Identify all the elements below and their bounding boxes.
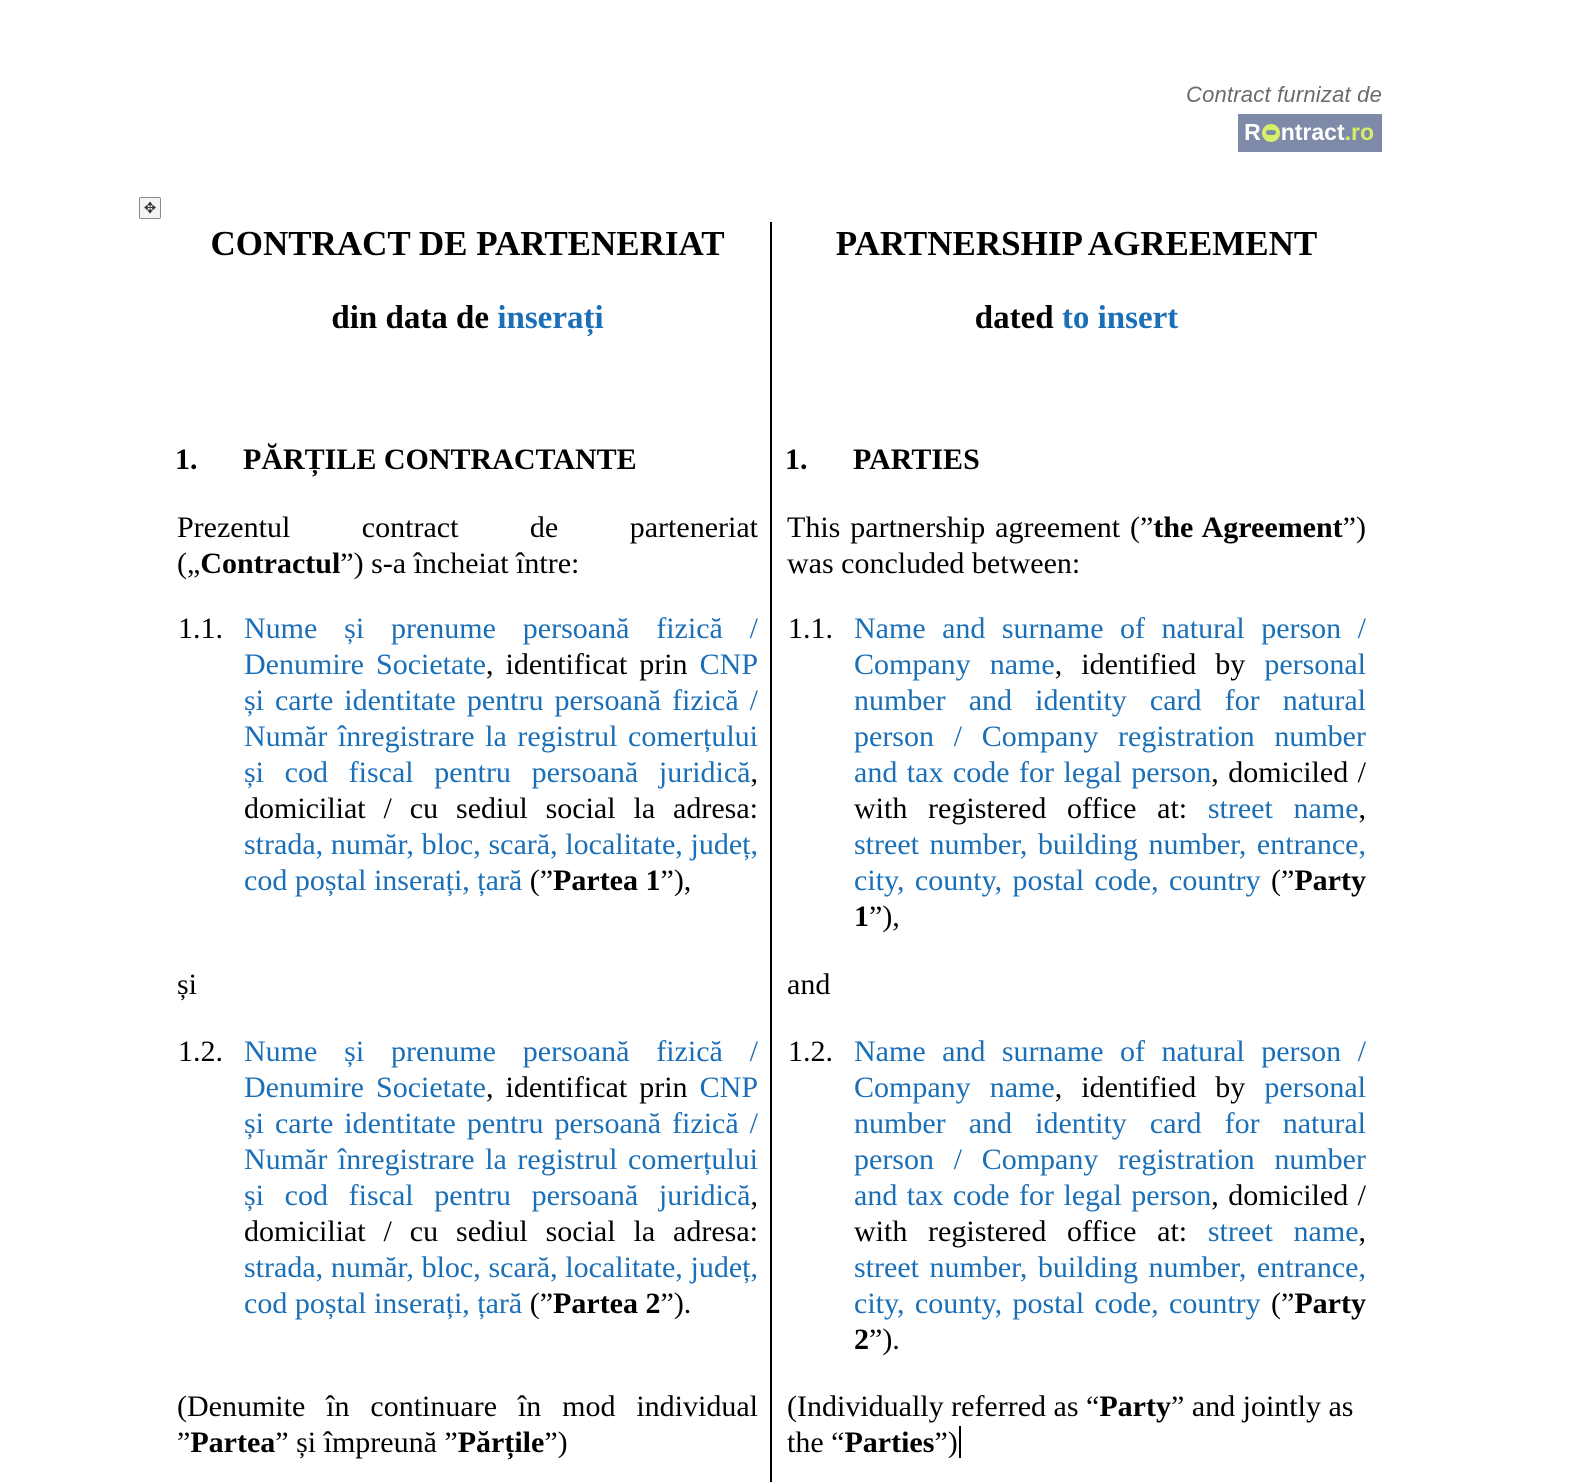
defined-term: Partea xyxy=(190,1426,276,1459)
party-1-clause-en xyxy=(787,611,1366,935)
provider-caption: Contract furnizat de xyxy=(1186,82,1382,107)
clause-text: , identificat prin xyxy=(485,648,700,681)
clause-text: , domiciled / with registered office at: xyxy=(854,1179,1367,1248)
date-placeholder-ro[interactable]: inserați xyxy=(497,300,604,336)
section-heading-en xyxy=(785,440,980,480)
defined-term: Părțile xyxy=(457,1426,545,1459)
defined-term: Partea 1 xyxy=(553,864,661,897)
placeholder-street[interactable]: street name xyxy=(1207,1215,1359,1248)
outro-text: ”) xyxy=(934,1426,958,1459)
contract-title-en: PARTNERSHIP AGREEMENT xyxy=(835,224,1318,263)
logo-text-ro: .ro xyxy=(1344,119,1374,145)
clause-text: , domiciliat / cu sediul social la adresa: xyxy=(244,756,758,825)
table-move-handle[interactable] xyxy=(139,197,161,219)
logo-letter-r: R xyxy=(1244,119,1261,145)
conjunction-ro: și xyxy=(177,968,198,1001)
logo-text-ntract: ntract xyxy=(1280,119,1345,145)
clause-text: , identified by xyxy=(1054,648,1265,681)
intro-paragraph-en xyxy=(787,510,1366,582)
outro-text: (Individually referred as “ xyxy=(787,1390,1100,1423)
placeholder-id[interactable]: personal number and identity card for natural person / Company registration number and tax code for legal person xyxy=(854,648,1366,789)
section-number-ro: 1. xyxy=(175,443,198,476)
placeholder-id[interactable]: CNP și carte identitate pentru persoană fizică / Număr înregistrare la registrul comerțului și cod fiscal pentru persoană juridică xyxy=(244,1071,758,1212)
placeholder-name[interactable]: Nume și prenume persoană fizică / Denumire Societate xyxy=(244,1035,758,1104)
clause-number: 1.1. xyxy=(788,612,833,645)
placeholder-name[interactable]: Name and surname of natural person / Company name xyxy=(854,1035,1366,1104)
contract-title-ro: CONTRACT DE PARTENERIAT xyxy=(210,224,725,263)
definitions-paragraph-ro xyxy=(177,1389,758,1461)
date-prefix-en: dated xyxy=(974,300,1062,336)
clause-text: ”). xyxy=(869,1323,900,1356)
intro-text: ”) s-a încheiat între: xyxy=(340,547,580,580)
intro-text: ”) was concluded between: xyxy=(787,511,1366,580)
party-1-clause-ro xyxy=(177,611,758,899)
clause-text: , xyxy=(1358,1215,1367,1248)
placeholder-address[interactable]: strada, număr, bloc, scară, localitate, județ, cod poștal inserați, țară xyxy=(244,828,758,897)
intro-paragraph-ro xyxy=(177,510,758,582)
clause-text: (” xyxy=(1260,864,1295,897)
defined-term: Party 1 xyxy=(854,864,1366,933)
outro-text: ” și împreună ” xyxy=(275,1426,458,1459)
handshake-globe-icon xyxy=(1262,124,1280,142)
section-heading-ro xyxy=(175,440,637,480)
defined-term: Party 2 xyxy=(854,1287,1366,1356)
date-placeholder-en[interactable]: to insert xyxy=(1061,300,1179,336)
outro-text: (Denumite în continuare în mod individual ” xyxy=(177,1390,758,1459)
rontract-logo[interactable] xyxy=(1238,114,1382,152)
column-divider xyxy=(770,222,772,1482)
defined-term: Contractul xyxy=(200,547,341,580)
outro-text: ”) xyxy=(544,1426,568,1459)
placeholder-address[interactable]: strada, număr, bloc, scară, localitate, județ, cod poștal inserați, țară xyxy=(244,1251,758,1320)
placeholder-id[interactable]: personal number and identity card for natural person / Company registration number and tax code for legal person xyxy=(854,1071,1366,1212)
section-title-ro: PĂRȚILE CONTRACTANTE xyxy=(243,443,637,476)
section-title-en: PARTIES xyxy=(853,443,980,476)
move-icon: ✥ xyxy=(143,198,157,217)
defined-term: Parties xyxy=(844,1426,935,1459)
clause-text: ”), xyxy=(660,864,692,897)
conjunction-en: and xyxy=(787,968,831,1001)
clause-text: , identificat prin xyxy=(485,1071,700,1104)
clause-number: 1.2. xyxy=(178,1035,223,1068)
provider-banner xyxy=(1186,82,1382,152)
clause-text: (” xyxy=(522,864,554,897)
clause-text: , domiciled / with registered office at: xyxy=(854,756,1367,825)
contract-date-en xyxy=(787,296,1366,340)
clause-number: 1.1. xyxy=(178,612,223,645)
outro-text: ” and jointly as the “ xyxy=(787,1390,1354,1459)
defined-term: the Agreement xyxy=(1153,511,1343,544)
intro-text: This partnership agreement (” xyxy=(787,511,1154,544)
party-2-clause-en xyxy=(787,1034,1366,1358)
placeholder-address[interactable]: street number, building number, entrance, city, county, postal code, country xyxy=(854,828,1366,897)
party-2-clause-ro xyxy=(177,1034,758,1322)
intro-text: Prezentul contract de parteneriat („ xyxy=(177,511,758,580)
clause-text: , identified by xyxy=(1054,1071,1265,1104)
clause-number: 1.2. xyxy=(788,1035,833,1068)
defined-term: Party xyxy=(1099,1390,1171,1423)
text-cursor xyxy=(959,1426,961,1458)
definitions-paragraph-en[interactable] xyxy=(787,1389,1366,1461)
clause-text: , domiciliat / cu sediul social la adresa: xyxy=(244,1179,758,1248)
date-prefix-ro: din data de xyxy=(331,300,498,336)
clause-text: , xyxy=(1358,792,1367,825)
defined-term: Partea 2 xyxy=(553,1287,661,1320)
clause-text: ”). xyxy=(660,1287,692,1320)
placeholder-address[interactable]: street number, building number, entrance, city, county, postal code, country xyxy=(854,1251,1366,1320)
placeholder-street[interactable]: street name xyxy=(1207,792,1359,825)
section-number-en: 1. xyxy=(785,443,808,476)
placeholder-name[interactable]: Nume și prenume persoană fizică / Denumire Societate xyxy=(244,612,758,681)
placeholder-id[interactable]: CNP și carte identitate pentru persoană fizică / Număr înregistrare la registrul comerțului și cod fiscal pentru persoană juridică xyxy=(244,648,758,789)
placeholder-name[interactable]: Name and surname of natural person / Company name xyxy=(854,612,1366,681)
clause-text: (” xyxy=(1260,1287,1295,1320)
contract-date-ro xyxy=(154,296,781,340)
clause-text: ”), xyxy=(869,900,900,933)
clause-text: (” xyxy=(522,1287,554,1320)
